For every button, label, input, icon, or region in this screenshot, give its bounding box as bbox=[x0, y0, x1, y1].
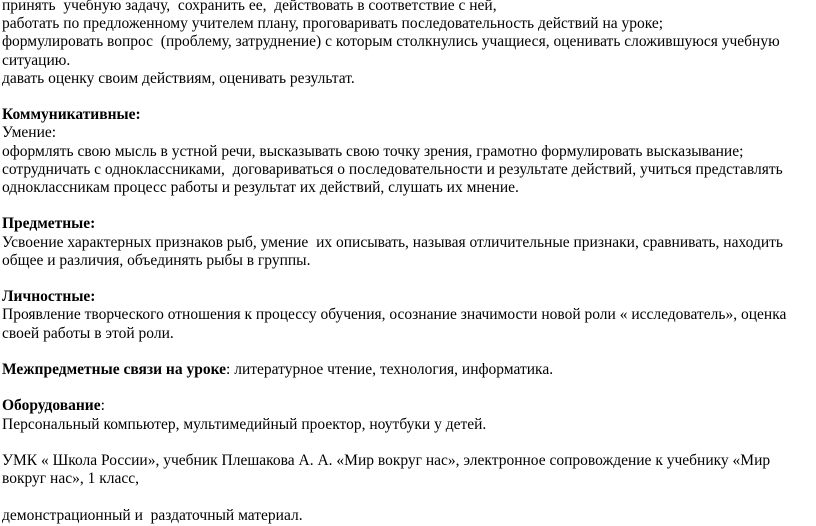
text-line: сотрудничать с одноклассниками, договариваться о последовательности и результате действий, учиться представлять bbox=[2, 160, 783, 178]
subject-heading: Предметные: bbox=[2, 215, 96, 233]
communicative-heading: Коммуникативные: bbox=[2, 106, 141, 124]
equipment-heading-line bbox=[2, 397, 812, 415]
text-line: Проявление творческого отношения к процессу обучения, осознание значимости новой роли « исследователь», оценка bbox=[2, 306, 787, 324]
text-line: давать оценку своим действиям, оценивать результат. bbox=[2, 69, 355, 87]
subject-section bbox=[2, 215, 812, 270]
document-page bbox=[2, 0, 812, 526]
text-line: своей работы в этой роли. bbox=[2, 324, 174, 342]
text-line: работать по предложенному учителем плану, проговаривать последовательность действий на уроке; bbox=[2, 15, 664, 33]
paragraph-gap bbox=[2, 197, 812, 215]
communicative-section bbox=[2, 106, 812, 197]
paragraph-gap bbox=[2, 434, 812, 452]
paragraph-gap bbox=[2, 88, 812, 106]
equipment-label: Оборудование bbox=[2, 397, 101, 415]
paragraph-gap bbox=[2, 379, 812, 397]
text-line: Персональный компьютер, мультимедийный проектор, ноутбуки у детей. bbox=[2, 415, 487, 433]
personal-heading: Личностные: bbox=[2, 288, 96, 306]
interdisciplinary-line bbox=[2, 361, 812, 379]
text-line: Усвоение характерных признаков рыб, умение их описывать, называя отличительные признаки, сравнивать, находить bbox=[2, 233, 783, 251]
equipment-section bbox=[2, 397, 812, 433]
umk-section bbox=[2, 452, 812, 488]
interdisciplinary-label: Межпредметные связи на уроке bbox=[2, 361, 227, 378]
text-line: принять учебную задачу, сохранить ее, действовать в соответствие с ней, bbox=[2, 0, 497, 14]
text-line: формулировать вопрос (проблему, затруднение) с которым столкнулись учащиеся, оценивать сложившуюся учебную bbox=[2, 33, 780, 51]
text-line: вокруг нас», 1 класс, bbox=[2, 470, 139, 488]
interdisciplinary-text: : литературное чтение, технология, информатика. bbox=[226, 361, 554, 378]
interdisciplinary-section bbox=[2, 361, 812, 379]
text-line: оформлять свою мысль в устной речи, высказывать свою точку зрения, грамотно формулировать высказывание; bbox=[2, 142, 744, 160]
paragraph-gap bbox=[2, 488, 812, 507]
equipment-colon: : bbox=[100, 397, 105, 415]
regulatory-skills-list bbox=[2, 0, 812, 88]
personal-section bbox=[2, 288, 812, 343]
materials-line: демонстрационный и раздаточный материал. bbox=[2, 507, 303, 525]
text-line: Умение: bbox=[2, 124, 57, 142]
text-line: ситуацию. bbox=[2, 51, 71, 69]
materials-section bbox=[2, 507, 812, 525]
paragraph-gap bbox=[2, 270, 812, 288]
text-line: общее и различия, объединять рыбы в группы. bbox=[2, 251, 311, 269]
paragraph-gap bbox=[2, 343, 812, 361]
text-line: одноклассникам процесс работы и результат их действий, слушать их мнение. bbox=[2, 179, 519, 197]
text-line: УМК « Школа России», учебник Плешакова А. А. «Мир вокруг нас», электронное сопровождение к учебнику «Мир bbox=[2, 451, 771, 469]
